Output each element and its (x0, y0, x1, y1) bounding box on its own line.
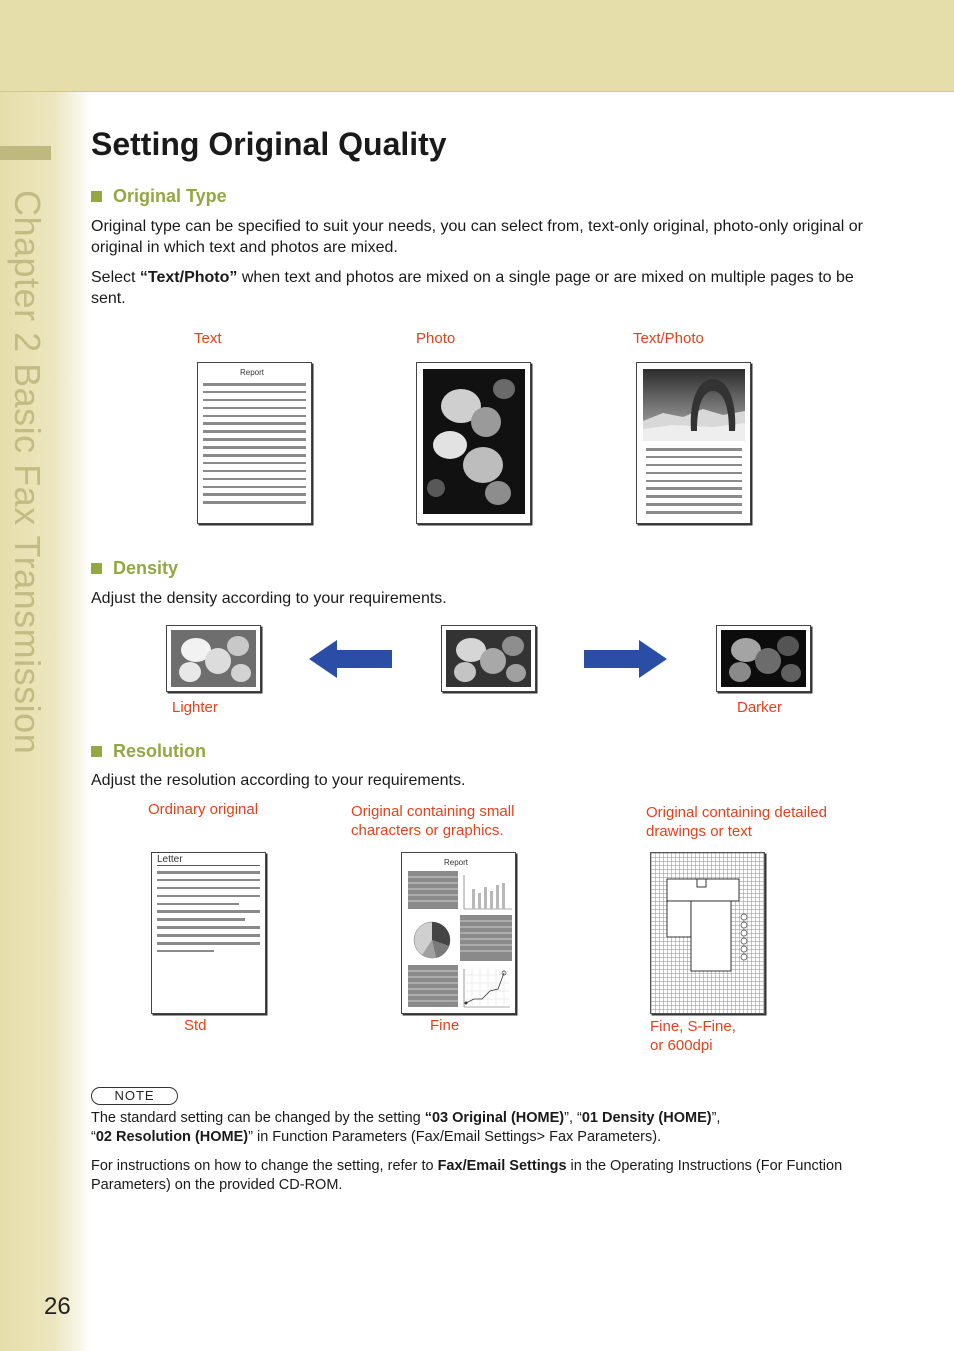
label-photo: Photo (416, 330, 456, 347)
original-type-instruction (91, 268, 891, 309)
chapter-tab-marker (0, 146, 51, 160)
note-text-segment: in the Operating Instructions (For Function Parameters) on the provided CD-ROM. (91, 1158, 843, 1193)
note-setting-density: 01 Density (HOME) (581, 1110, 712, 1126)
note-line-1 (91, 1109, 891, 1128)
note-text-segment: “ (91, 1129, 96, 1145)
instruction-text-pre: Select (91, 269, 140, 286)
density-description: Adjust the density according to your requirements. (91, 590, 447, 607)
text-original-illustration (197, 362, 312, 524)
section-heading-label: Resolution (113, 741, 206, 761)
textphoto-original-illustration (636, 362, 751, 524)
section-heading-label: Density (113, 558, 179, 578)
arch-photo (643, 369, 745, 441)
section-heading-label: Original Type (113, 186, 227, 206)
label-line: drawings or text (646, 823, 752, 840)
note-reference-bold: Fax/Email Settings (437, 1158, 567, 1174)
drawing-shapes (651, 853, 766, 1015)
density-lighter-image (166, 625, 261, 692)
square-bullet-icon (91, 746, 102, 757)
flower-photo (423, 369, 525, 514)
label-line: characters or graphics. (351, 822, 504, 839)
text-lines (203, 383, 306, 509)
instruction-text-post: when text and photos are mixed on a single page or are mixed on multiple pages to be sent. (91, 269, 854, 307)
page-number: 26 (44, 1293, 71, 1320)
note-setting-resolution: 02 Resolution (HOME) (95, 1129, 249, 1145)
letter-title: Letter (157, 854, 183, 865)
report-document-illustration (401, 852, 516, 1014)
report-graphics (402, 853, 517, 1015)
note-text-segment: The standard setting can be changed by the setting (91, 1110, 425, 1126)
square-bullet-icon (91, 191, 102, 202)
label-superfine (650, 1017, 736, 1055)
note-setting-original: “03 Original (HOME) (424, 1110, 565, 1126)
top-band (0, 0, 954, 92)
note-line-2 (91, 1128, 891, 1147)
density-normal-image (441, 625, 536, 692)
label-line: Original containing small (351, 803, 515, 820)
label-text: Text (194, 330, 222, 347)
label-lighter: Lighter (172, 699, 218, 716)
detailed-drawing-illustration (650, 852, 765, 1014)
label-darker: Darker (737, 699, 783, 716)
photo-original-illustration (416, 362, 531, 524)
section-heading-density (91, 558, 178, 579)
label-textphoto: Text/Photo (633, 330, 704, 347)
chapter-side-title: Chapter 2 Basic Fax Transmission (7, 190, 48, 755)
label-std: Std (184, 1017, 207, 1034)
label-line: Original containing detailed (646, 804, 827, 821)
report-title: Report (444, 858, 469, 867)
square-bullet-icon (91, 563, 102, 574)
instruction-text-bold: “Text/Photo” (139, 269, 238, 286)
label-small-characters (351, 802, 514, 840)
note-text-segment: ”, (711, 1110, 721, 1126)
arrow-left-icon (309, 640, 392, 678)
label-line: Fine, S-Fine, (650, 1018, 736, 1035)
section-heading-resolution (91, 741, 206, 762)
page-title: Setting Original Quality (91, 126, 447, 162)
text-lines (646, 448, 742, 519)
label-detailed-drawings (646, 803, 827, 841)
note-badge: NOTE (91, 1087, 178, 1105)
note-text-segment: ” in Function Parameters (Fax/Email Settings> Fax Parameters). (248, 1129, 662, 1145)
report-title: Report (240, 368, 265, 377)
note-text-segment: For instructions on how to change the setting, refer to (91, 1158, 438, 1174)
label-ordinary-original: Ordinary original (148, 801, 259, 818)
text-lines (157, 871, 260, 958)
label-fine: Fine (430, 1017, 460, 1034)
arrow-right-icon (584, 640, 667, 678)
letter-document-illustration (151, 852, 266, 1014)
note-reference (91, 1157, 891, 1195)
original-type-description: Original type can be specified to suit your needs, you can select from, text-only original, photo-only original or original in which text and photos are mixed. (91, 218, 863, 256)
section-heading-original-type (91, 186, 227, 207)
label-line: or 600dpi (650, 1037, 713, 1054)
density-darker-image (716, 625, 811, 692)
note-text-segment: ”, “ (564, 1110, 582, 1126)
resolution-description: Adjust the resolution according to your requirements. (91, 772, 466, 789)
note-text (91, 1109, 891, 1147)
